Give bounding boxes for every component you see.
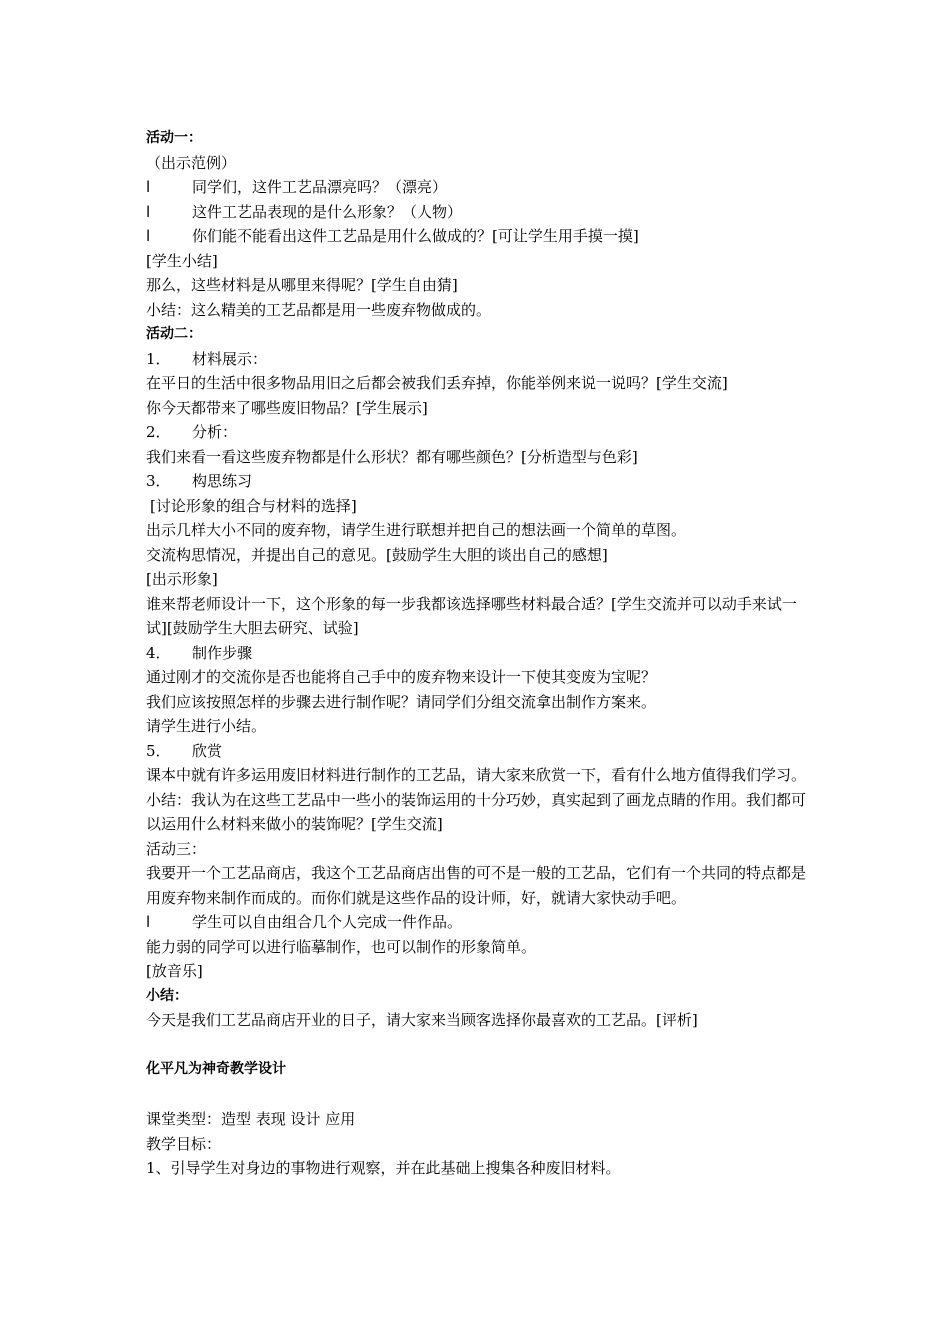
step-3-paragraph-5: 谁来帮老师设计一下，这个形象的每一步我都该选择哪些材料最合适？[学生交流并可以动手来试一试][鼓励学生大胆去研究、试验] [146, 594, 797, 637]
bullet-text: 学生可以自由组合几个人完成一件作品。 [192, 913, 463, 931]
activity3-bullet-1 [146, 910, 816, 935]
step-3-heading [146, 469, 816, 494]
bullet-marker: l [146, 178, 151, 196]
activity1-example: （出示范例） [146, 153, 237, 172]
step-3-paragraph-4: [出示形象] [146, 570, 218, 588]
question-text: 同学们，这件工艺品漂亮吗？（漂亮） [192, 178, 448, 196]
step-4-paragraph-1: 通过刚才的交流你是否也能将自己手中的废弃物来设计一下使其变废为宝呢？ [146, 668, 657, 686]
activity1-heading: 活动一： [146, 130, 202, 146]
step-title: 分析： [192, 423, 238, 441]
design-goal-1: 1、引导学生对身边的事物进行观察，并在此基础上搜集各种废旧材料。 [146, 1159, 621, 1177]
activity3-summary-heading: 小结： [146, 987, 188, 1004]
step-5-paragraph-2: 小结：我认为在这些工艺品中一些小的装饰运用的十分巧妙，真实起到了画龙点睛的作用。我们都可以运用什么材料来做小的装饰呢？[学生交流] [146, 790, 807, 833]
step-2-heading [146, 420, 816, 445]
design-goals-label: 教学目标： [146, 1134, 222, 1153]
activity3-summary: 今天是我们工艺品商店开业的日子，请大家来当顾客选择你最喜欢的工艺品。[评析] [146, 1011, 698, 1029]
step-3-paragraph-2: 出示几样大小不同的废弃物，请学生进行联想并把自己的想法画一个简单的草图。 [146, 521, 687, 539]
step-4-heading [146, 641, 816, 666]
step-title: 欣赏 [192, 741, 223, 760]
activity1-summary: 小结：这么精美的工艺品都是用一些废弃物做成的。 [146, 300, 492, 319]
design-title: 化平凡为神奇教学设计 [146, 1060, 286, 1077]
step-5-paragraph-1: 课本中就有许多运用废旧材料进行制作的工艺品，请大家来欣赏一下，看有什么地方值得我们学习。 [146, 766, 807, 784]
step-number: 5． [146, 741, 171, 760]
question-text: 这件工艺品表现的是什么形象？（人物） [192, 202, 463, 221]
activity1-question-2 [146, 200, 816, 225]
step-1-heading [146, 347, 816, 372]
step-number: 4． [146, 643, 171, 662]
step-number: 2． [146, 423, 171, 441]
bullet-marker: l [146, 202, 151, 221]
step-4-paragraph-3: 请学生进行小结。 [146, 717, 267, 735]
activity3-music: [放音乐] [146, 962, 203, 980]
step-number: 3． [146, 472, 171, 490]
activity3-paragraph-2: 能力弱的同学可以进行临摹制作，也可以制作的形象简单。 [146, 937, 537, 956]
activity1-question-4: 那么，这些材料是从哪里来得呢？[学生自由猜] [146, 276, 458, 294]
step-4-paragraph-2: 我们应该按照怎样的步骤去进行制作呢？请同学们分组交流拿出制作方案来。 [146, 692, 657, 711]
design-class-type: 课堂类型：造型 表现 设计 应用 [146, 1110, 356, 1128]
step-title: 构思练习 [192, 472, 253, 490]
step-title: 材料展示： [192, 349, 268, 368]
activity3-paragraph-1: 我要开一个工艺品商店，我这个工艺品商店出售的可不是一般的工艺品，它们有一个共同的特点都是用废弃物来制作而成的。而你们就是这些作品的设计师，好，就请大家快动手吧。 [146, 864, 807, 907]
document-page [146, 126, 816, 1181]
question-text: 你们能不能看出这件工艺品是用什么做成的？[可让学生用手摸一摸] [192, 227, 639, 245]
step-1-paragraph-2: 你今天都带来了哪些废旧物品？[学生展示] [146, 398, 428, 417]
step-3-paragraph-3: 交流构思情况，并提出自己的意见。[鼓励学生大胆的谈出自己的感想] [146, 545, 608, 564]
step-1-paragraph-1: 在平日的生活中很多物品用旧之后都会被我们丢弃掉，你能举例来说一说吗？[学生交流] [146, 374, 728, 392]
activity3-heading: 活动三： [146, 839, 207, 858]
step-number: 1． [146, 349, 171, 368]
activity1-summary-tag: [学生小结] [146, 251, 218, 270]
step-title: 制作步骤 [192, 643, 253, 662]
bullet-marker: l [146, 913, 151, 931]
step-2-paragraph-1: 我们来看一看这些废弃物都是什么形状？都有哪些颜色？[分析造型与色彩] [146, 447, 638, 466]
activity2-heading: 活动二： [146, 326, 202, 342]
activity1-question-3 [146, 224, 816, 249]
step-5-heading [146, 739, 816, 764]
bullet-marker: l [146, 227, 151, 245]
activity1-question-1 [146, 175, 816, 200]
step-3-paragraph-1: [讨论形象的组合与材料的选择] [150, 496, 357, 515]
